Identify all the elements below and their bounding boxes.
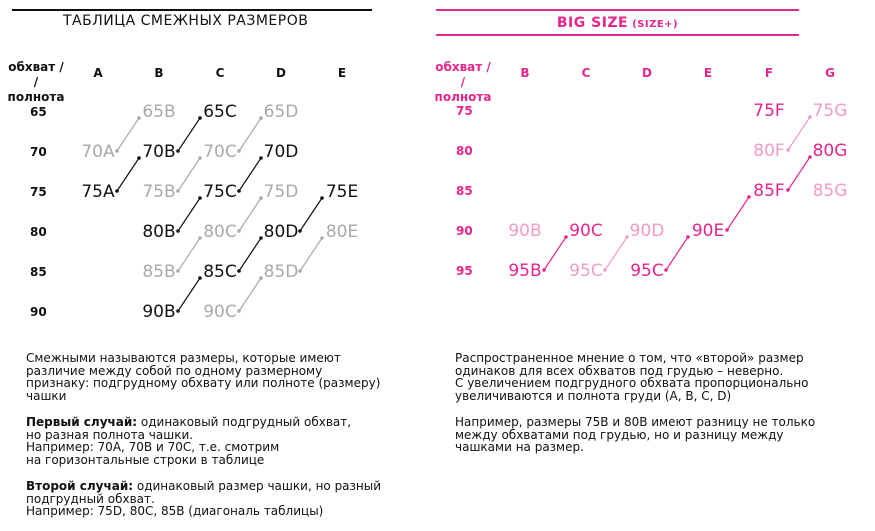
left-link-dot [115,149,119,153]
left-link-dot [115,189,119,193]
right-link-dot [808,115,812,119]
left-size-cell: 70C [203,142,237,162]
left-link-dot [259,236,263,240]
right-title-sub: (SIZE+) [628,19,679,30]
right-paragraph-text: одинаков для всех обхватов под грудью – неверно. [455,363,784,378]
left-paragraph-text: но разная полнота чашки. [26,427,194,442]
left-link-dot [259,116,263,120]
left-link-dot [176,189,180,193]
left-diagonal-link [178,198,200,231]
left-paragraph-text: Например: 75D, 80С, 85В (диагональ таблицы) [26,504,324,518]
right-diagonal-link [544,237,566,270]
left-link-dot [259,156,263,160]
left-size-cell: 90C [203,302,237,322]
right-size-cell: 85G [812,181,848,201]
left-link-dot [198,276,202,280]
left-paragraph-text: на горизонтальные строки в таблице [26,452,265,467]
right-col-header-c: C [581,66,591,80]
right-diagonal-link [788,157,810,190]
left-size-cell: 65B [142,102,176,122]
left-size-cell: 90B [142,302,176,322]
right-diagonal-link [666,237,688,270]
left-link-dot [259,276,263,280]
left-size-cell: 85C [203,262,237,282]
right-link-dot [747,195,751,199]
left-diagonal-link [239,158,261,191]
right-row-header-85: 85 [456,184,473,198]
left-diagonal-link [178,118,200,151]
left-link-dot [298,229,302,233]
left-size-cell: 80B [142,222,176,242]
left-diagonal-link [239,278,261,311]
right-row-header-75: 75 [456,104,473,118]
left-link-dot [176,309,180,313]
right-link-dot [664,268,668,272]
left-row-header-65: 65 [30,105,47,119]
right-row-header-95: 95 [456,264,473,278]
left-corner-line2: / полнота [7,75,65,104]
left-link-dot [176,229,180,233]
left-size-cell: 75B [142,182,176,202]
left-size-cell: 75E [325,182,359,202]
left-link-dot [137,116,141,120]
left-row-header-90: 90 [30,305,47,319]
left-size-cell: 70D [263,142,299,162]
left-paragraph-heading: Первый случай: [26,415,138,429]
right-paragraph-text: увеличиваются и полнота груди (A, B, C, D) [455,388,732,403]
left-link-dot [320,236,324,240]
left-row-header-85: 85 [30,265,47,279]
left-size-cell: 65C [203,102,237,122]
right-link-dot [625,235,629,239]
left-link-dot [198,236,202,240]
right-size-cell: 75G [812,101,848,121]
right-title-main: BIG SIZE [556,15,629,31]
left-diagonal-link [178,278,200,311]
right-col-header-f: F [764,66,774,80]
right-paragraph-text: чашками на размер. [455,440,584,454]
left-diagonal-link [178,158,200,191]
right-size-cell: 80G [812,141,848,161]
left-size-cell: 85B [142,262,176,282]
left-link-dot [198,196,202,200]
right-size-cell: 85F [753,181,785,201]
left-title: ТАБЛИЦА СМЕЖНЫХ РАЗМЕРОВ [63,13,309,29]
right-diagonal-link [727,197,749,230]
left-diagonal-link [239,198,261,231]
right-diagonal-link [788,117,810,150]
right-size-cell: 90C [569,221,603,241]
left-size-cell: 80E [325,222,359,242]
left-row-header-75: 75 [30,185,47,199]
right-row-header-90: 90 [456,224,473,238]
left-size-cell: 75D [263,182,299,202]
right-size-cell: 75F [753,101,785,121]
right-paragraph-text: С увеличением подгрудного обхвата пропорционально [455,376,809,390]
right-link-dot [542,268,546,272]
right-link-dot [786,188,790,192]
right-link-dot [725,228,729,232]
right-paragraph-text: Распространенное мнение о том, что «второй» размер [455,351,804,365]
left-diagonal-link [300,198,322,231]
left-row-header-80: 80 [30,225,47,239]
right-size-cell: 90D [629,221,665,241]
left-paragraph-text: одинаковый подгрудный обхват, [137,415,352,429]
left-row-header-70: 70 [30,145,47,159]
left-link-dot [237,309,241,313]
left-diagonal-link [178,238,200,271]
right-link-dot [603,268,607,272]
right-size-cell: 95B [508,261,542,281]
left-paragraph-heading: Второй случай: [26,479,134,493]
left-diagonal-link [239,118,261,151]
left-link-dot [198,116,202,120]
left-link-dot [176,149,180,153]
left-link-dot [259,196,263,200]
right-corner-line2: / полнота [434,75,492,104]
left-size-cell: 85D [263,262,299,282]
left-col-header-b: B [154,66,164,80]
left-diagonal-link [117,118,139,151]
right-size-cell: 80F [753,141,785,161]
left-link-dot [320,196,324,200]
left-diagonal-link [117,158,139,191]
left-col-header-d: D [276,66,286,80]
right-col-header-d: D [642,66,652,80]
left-col-header-e: E [337,66,347,80]
right-row-header-80: 80 [456,144,473,158]
left-link-dot [137,156,141,160]
left-paragraph-text: различие между собой по одному размерному [26,363,323,378]
right-link-dot [686,235,690,239]
left-corner-line1: обхват / [8,60,64,74]
left-paragraph-text: Смежными называются размеры, которые имеют [26,351,341,365]
right-size-cell: 95C [569,261,603,281]
right-link-dot [564,235,568,239]
left-paragraph-text: признаку: подгрудному обхвату или полноте (размеру) [26,376,381,390]
right-link-dot [786,148,790,152]
left-size-cell: 65D [263,102,299,122]
right-paragraph-text: между обхватами под грудью, но и разницу между [455,427,784,442]
left-size-cell: 80C [203,222,237,242]
left-link-dot [237,229,241,233]
left-link-dot [237,189,241,193]
right-col-header-b: B [520,66,530,80]
left-size-cell: 80D [263,222,299,242]
left-link-dot [298,269,302,273]
right-diagonal-link [605,237,627,270]
right-corner-line1: обхват / [435,60,491,74]
right-paragraph-text: Например, размеры 75В и 80В имеют разницу не только [455,415,816,429]
left-size-cell: 75C [203,182,237,202]
left-diagonal-link [300,238,322,271]
left-paragraph-text: Например: 70А, 70В и 70С, т.е. смотрим [26,440,280,454]
right-link-dot [808,155,812,159]
right-size-cell: 90E [691,221,725,241]
left-paragraph-text: одинаковый размер чашки, но разный [133,479,382,493]
left-link-dot [237,269,241,273]
right-size-cell: 95C [630,261,664,281]
right-col-header-e: E [703,66,713,80]
right-size-cell: 90B [508,221,542,241]
left-size-cell: 70A [81,142,115,162]
left-link-dot [237,149,241,153]
left-link-dot [198,156,202,160]
left-paragraph-text: подгрудный обхват. [26,491,155,506]
left-link-dot [176,269,180,273]
left-paragraph-text: чашки [26,388,67,403]
left-col-header-c: C [215,66,225,80]
left-size-cell: 75A [81,182,115,202]
left-col-header-a: A [93,66,103,80]
right-col-header-g: G [825,66,835,80]
left-diagonal-link [239,238,261,271]
left-size-cell: 70B [142,142,176,162]
